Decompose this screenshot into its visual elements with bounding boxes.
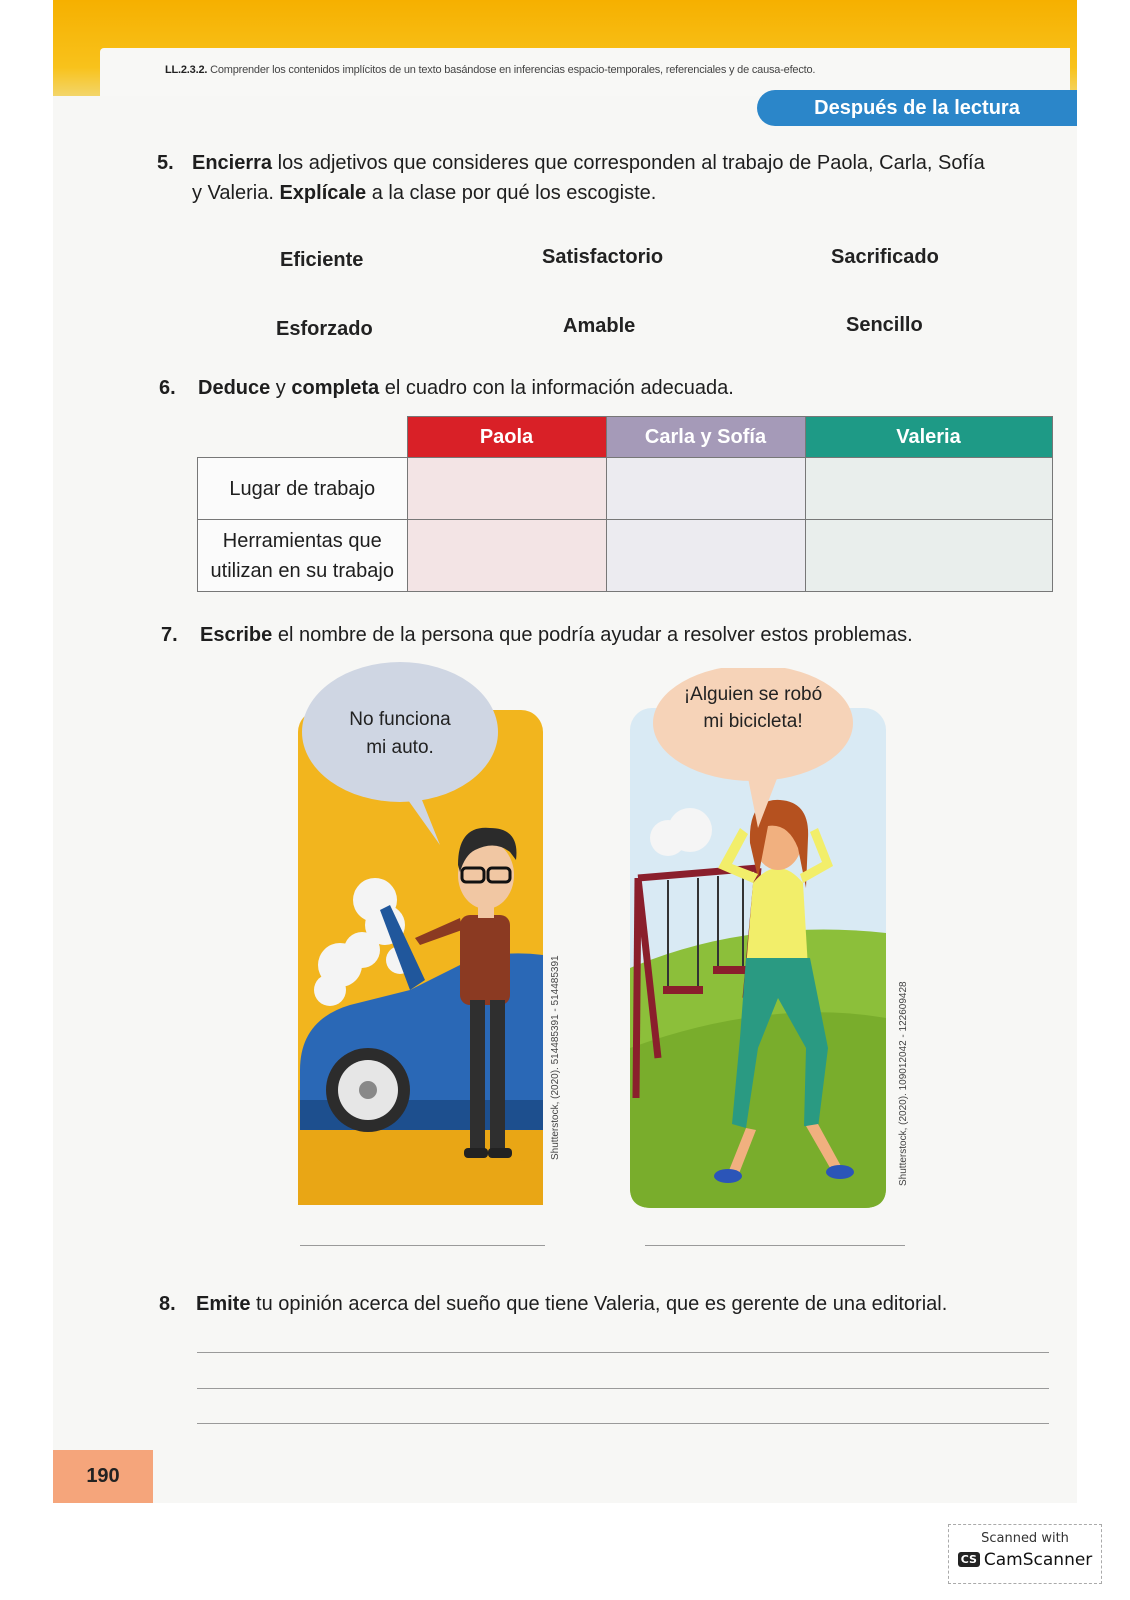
row-label-herramientas (198, 520, 408, 592)
answer-cell[interactable] (606, 520, 805, 592)
broken-car-illustration (290, 660, 550, 1220)
image-credit: Shutterstock, (2020). 514485391 - 514485391 (550, 955, 561, 1160)
question-text: el nombre de la persona que podría ayudar a resolver estos problemas. (272, 624, 913, 646)
page-number: 190 (53, 1450, 153, 1503)
column-header-paola: Paola (407, 417, 606, 458)
info-table (197, 416, 1053, 592)
question-6 (159, 373, 1058, 403)
section-tab: Después de la lectura (757, 90, 1077, 126)
answer-line[interactable] (197, 1388, 1049, 1389)
adjective-option[interactable]: Esforzado (276, 318, 373, 340)
answer-line[interactable] (300, 1245, 545, 1246)
watermark-brand-text: CamScanner (983, 1550, 1093, 1570)
row-label-line: Herramientas que (222, 529, 382, 552)
answer-cell[interactable] (805, 520, 1052, 592)
skill-indicator (165, 64, 815, 76)
answer-cell[interactable] (407, 458, 606, 520)
question-verb: Explícale (279, 182, 367, 204)
bubble-text-line: No funciona (349, 709, 451, 730)
watermark-brand (949, 1550, 1101, 1570)
question-verb: Emite (196, 1293, 251, 1315)
answer-cell[interactable] (606, 458, 805, 520)
adjective-option[interactable]: Sencillo (846, 314, 923, 336)
question-number: 7. (161, 624, 178, 646)
image-credit: Shutterstock, (2020). 109012042 - 122609428 (898, 981, 909, 1186)
question-number: 5. (157, 152, 174, 174)
column-header-valeria: Valeria (805, 417, 1052, 458)
question-verb: completa (291, 377, 380, 399)
stolen-bicycle-illustration (628, 668, 890, 1220)
question-7 (161, 620, 1060, 650)
bubble-text-line: ¡Alguien se robó (683, 684, 823, 705)
table-corner (198, 417, 408, 458)
column-header-carla-sofia: Carla y Sofía (606, 417, 805, 458)
answer-line[interactable] (645, 1245, 905, 1246)
adjective-option[interactable]: Eficiente (280, 249, 364, 271)
question-text: los adjetivos que consideres que corresponden al trabajo de Paola, Carla, Sofía (272, 152, 985, 174)
bubble-text-line: mi auto. (366, 737, 434, 758)
skill-code: LL.2.3.2. (165, 64, 208, 76)
row-label-line: utilizan en su trabajo (210, 559, 394, 582)
camscanner-logo-icon: CS (958, 1552, 980, 1567)
adjective-option[interactable]: Amable (563, 315, 636, 337)
camscanner-watermark (948, 1524, 1102, 1584)
question-text: tu opinión acerca del sueño que tiene Valeria, que es gerente de una editorial. (250, 1293, 948, 1315)
question-verb: Deduce (198, 377, 271, 399)
answer-line[interactable] (197, 1423, 1049, 1424)
bubble-text-line: mi bicicleta! (703, 711, 803, 732)
answer-line[interactable] (197, 1352, 1049, 1353)
question-text: y Valeria. (192, 182, 280, 204)
question-8 (159, 1289, 1056, 1319)
question-number: 6. (159, 377, 176, 399)
skill-text: Comprender los contenidos implícitos de un texto basándose en inferencias espacio-temporales, referenciales y de causa-efecto. (210, 64, 816, 76)
question-verb: Escribe (200, 624, 273, 646)
row-label-lugar: Lugar de trabajo (198, 458, 408, 520)
answer-cell[interactable] (407, 520, 606, 592)
question-number: 8. (159, 1293, 176, 1315)
answer-cell[interactable] (805, 458, 1052, 520)
watermark-caption: Scanned with (981, 1531, 1069, 1546)
adjective-option[interactable]: Satisfactorio (542, 246, 664, 268)
question-text: a la clase por qué los escogiste. (366, 182, 657, 204)
question-verb: Encierra (192, 152, 273, 174)
question-text: el cuadro con la información adecuada. (379, 377, 734, 399)
question-text: y (270, 377, 292, 399)
page-background (53, 0, 1077, 1503)
question-5 (157, 148, 1052, 208)
adjective-option[interactable]: Sacrificado (831, 246, 939, 268)
